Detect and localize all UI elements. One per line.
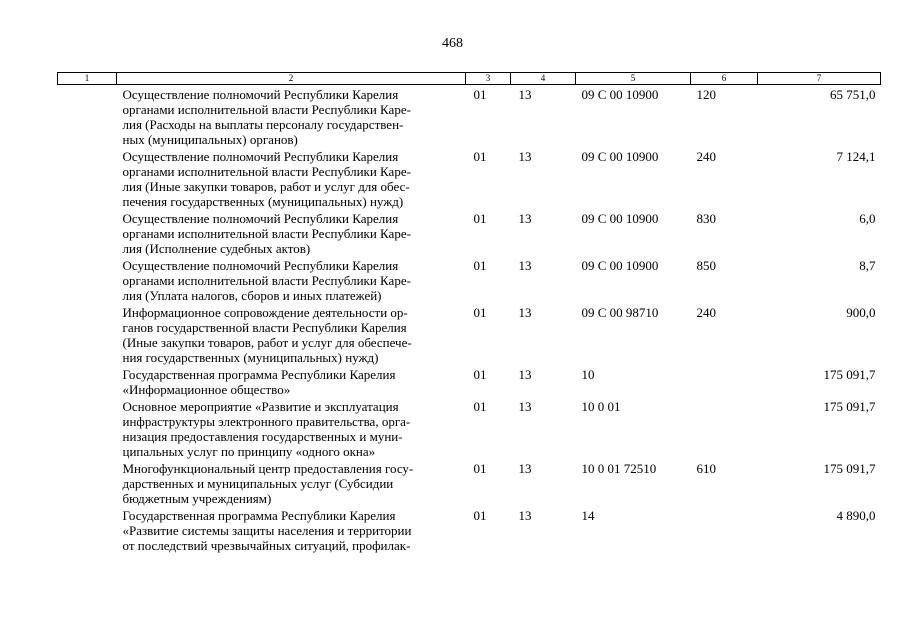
column-header-5: 5 bbox=[576, 73, 691, 85]
table-row bbox=[58, 303, 881, 365]
expense-name-cell bbox=[117, 506, 466, 553]
row-number-cell bbox=[58, 397, 117, 459]
expense-name-line: Осуществление полномочий Республики Карелия bbox=[122, 258, 399, 273]
row-number-cell bbox=[58, 147, 117, 209]
target-article-cell: 09 С 00 10900 bbox=[581, 87, 659, 102]
expense-name-line: «Информационное общество» bbox=[122, 382, 291, 397]
column-header-1: 1 bbox=[58, 73, 117, 85]
expense-name-cell bbox=[117, 397, 466, 459]
subsection-code-cell: 13 bbox=[518, 305, 532, 320]
expense-name-line: от последствий чрезвычайных ситуаций, профилак- bbox=[122, 538, 411, 553]
expense-type-cell: 120 bbox=[696, 87, 716, 102]
subsection-code-cell: 13 bbox=[518, 149, 532, 164]
expense-type-cell bbox=[691, 365, 758, 397]
amount-cell: 175 091,7 bbox=[823, 399, 876, 414]
target-article-cell: 09 С 00 10900 bbox=[581, 149, 659, 164]
row-number-cell bbox=[58, 256, 117, 303]
expense-type-cell: 830 bbox=[696, 211, 716, 226]
target-article-cell: 09 С 00 10900 bbox=[581, 258, 659, 273]
table-row bbox=[58, 506, 881, 553]
expense-name-line: лия (Исполнение судебных актов) bbox=[122, 241, 311, 256]
table-row bbox=[58, 147, 881, 209]
row-number-cell bbox=[58, 365, 117, 397]
target-article-cell: 09 С 00 10900 bbox=[581, 211, 659, 226]
table-row bbox=[58, 85, 881, 148]
section-code-cell: 01 bbox=[473, 87, 487, 102]
row-number-cell bbox=[58, 85, 117, 148]
expense-name-cell bbox=[117, 365, 466, 397]
expense-name-line: Осуществление полномочий Республики Карелия bbox=[122, 149, 399, 164]
section-code-cell: 01 bbox=[473, 367, 487, 382]
amount-cell: 8,7 bbox=[859, 258, 876, 273]
amount-cell: 65 751,0 bbox=[830, 87, 876, 102]
expense-name-line: инфраструктуры электронного правительства, орга- bbox=[122, 414, 411, 429]
expense-name-line: ния государственных (муниципальных) нужд) bbox=[122, 350, 379, 365]
expense-name-line: Осуществление полномочий Республики Карелия bbox=[122, 211, 399, 226]
expense-type-cell bbox=[691, 397, 758, 459]
target-article-cell: 09 С 00 98710 bbox=[581, 305, 659, 320]
expense-type-cell bbox=[691, 506, 758, 553]
expense-name-line: Осуществление полномочий Республики Карелия bbox=[122, 87, 399, 102]
subsection-code-cell: 13 bbox=[518, 211, 532, 226]
column-header-3: 3 bbox=[466, 73, 511, 85]
column-header-6: 6 bbox=[691, 73, 758, 85]
subsection-code-cell: 13 bbox=[518, 367, 532, 382]
section-code-cell: 01 bbox=[473, 149, 487, 164]
expense-name-line: печения государственных (муниципальных) нужд) bbox=[122, 194, 404, 209]
expense-name-line: ганов государственной власти Республики Карелия bbox=[122, 320, 407, 335]
expense-name-line: органами исполнительной власти Республики Каре- bbox=[122, 164, 411, 179]
target-article-cell: 10 0 01 72510 bbox=[581, 461, 657, 476]
expense-name-line: «Развитие системы защиты населения и территории bbox=[122, 523, 412, 538]
expense-name-line: Основное мероприятие «Развитие и эксплуатация bbox=[122, 399, 399, 414]
table-row bbox=[58, 256, 881, 303]
expense-type-cell: 850 bbox=[696, 258, 716, 273]
expense-name-line: Государственная программа Республики Карелия bbox=[122, 367, 396, 382]
section-code-cell: 01 bbox=[473, 258, 487, 273]
expense-name-line: органами исполнительной власти Республики Каре- bbox=[122, 102, 411, 117]
column-header-4: 4 bbox=[511, 73, 576, 85]
row-number-cell bbox=[58, 303, 117, 365]
expense-name-line: низация предоставления государственных и муни- bbox=[122, 429, 403, 444]
expense-name-line: лия (Расходы на выплаты персоналу государствен- bbox=[122, 117, 404, 132]
target-article-cell: 10 bbox=[581, 367, 595, 382]
expense-name-line: лия (Иные закупки товаров, работ и услуг для обес- bbox=[122, 179, 410, 194]
amount-cell: 175 091,7 bbox=[823, 461, 876, 476]
subsection-code-cell: 13 bbox=[518, 87, 532, 102]
expense-name-line: ных (муниципальных) органов) bbox=[122, 132, 298, 147]
row-number-cell bbox=[58, 459, 117, 506]
expense-name-cell bbox=[117, 147, 466, 209]
expense-name-line: органами исполнительной власти Республики Каре- bbox=[122, 226, 411, 241]
amount-cell: 900,0 bbox=[846, 305, 876, 320]
expense-type-cell: 240 bbox=[696, 305, 716, 320]
row-number-cell bbox=[58, 506, 117, 553]
amount-cell: 6,0 bbox=[859, 211, 876, 226]
subsection-code-cell: 13 bbox=[518, 508, 532, 523]
section-code-cell: 01 bbox=[473, 305, 487, 320]
column-number-header-row bbox=[58, 73, 881, 85]
section-code-cell: 01 bbox=[473, 461, 487, 476]
table-body bbox=[58, 85, 881, 554]
expense-name-cell bbox=[117, 256, 466, 303]
expense-type-cell: 610 bbox=[696, 461, 716, 476]
expense-name-cell bbox=[117, 459, 466, 506]
column-header-2: 2 bbox=[117, 73, 466, 85]
subsection-code-cell: 13 bbox=[518, 258, 532, 273]
expense-name-line: органами исполнительной власти Республики Каре- bbox=[122, 273, 411, 288]
table-row bbox=[58, 209, 881, 256]
amount-cell: 4 890,0 bbox=[836, 508, 876, 523]
section-code-cell: 01 bbox=[473, 399, 487, 414]
section-code-cell: 01 bbox=[473, 508, 487, 523]
row-number-cell bbox=[58, 209, 117, 256]
expense-name-line: ципальных услуг по принципу «одного окна» bbox=[122, 444, 376, 459]
table-row bbox=[58, 397, 881, 459]
amount-cell: 7 124,1 bbox=[836, 149, 876, 164]
expense-name-line: (Иные закупки товаров, работ и услуг для обеспече- bbox=[122, 335, 412, 350]
budget-table bbox=[57, 72, 881, 553]
page-number: 468 bbox=[442, 36, 463, 51]
expense-name-cell bbox=[117, 303, 466, 365]
expense-name-cell bbox=[117, 209, 466, 256]
table-row bbox=[58, 365, 881, 397]
column-header-7: 7 bbox=[758, 73, 881, 85]
expense-name-line: Государственная программа Республики Карелия bbox=[122, 508, 396, 523]
expense-name-line: лия (Уплата налогов, сборов и иных платежей) bbox=[122, 288, 382, 303]
expense-name-cell bbox=[117, 85, 466, 148]
subsection-code-cell: 13 bbox=[518, 399, 532, 414]
expense-type-cell: 240 bbox=[696, 149, 716, 164]
amount-cell: 175 091,7 bbox=[823, 367, 876, 382]
expense-name-line: бюджетным учреждениям) bbox=[122, 491, 272, 506]
expense-name-line: дарственных и муниципальных услуг (Субсидии bbox=[122, 476, 394, 491]
subsection-code-cell: 13 bbox=[518, 461, 532, 476]
section-code-cell: 01 bbox=[473, 211, 487, 226]
target-article-cell: 10 0 01 bbox=[581, 399, 621, 414]
table-row bbox=[58, 459, 881, 506]
expense-name-line: Информационное сопровождение деятельности ор- bbox=[122, 305, 408, 320]
target-article-cell: 14 bbox=[581, 508, 595, 523]
expense-name-line: Многофункциональный центр предоставления госу- bbox=[122, 461, 414, 476]
